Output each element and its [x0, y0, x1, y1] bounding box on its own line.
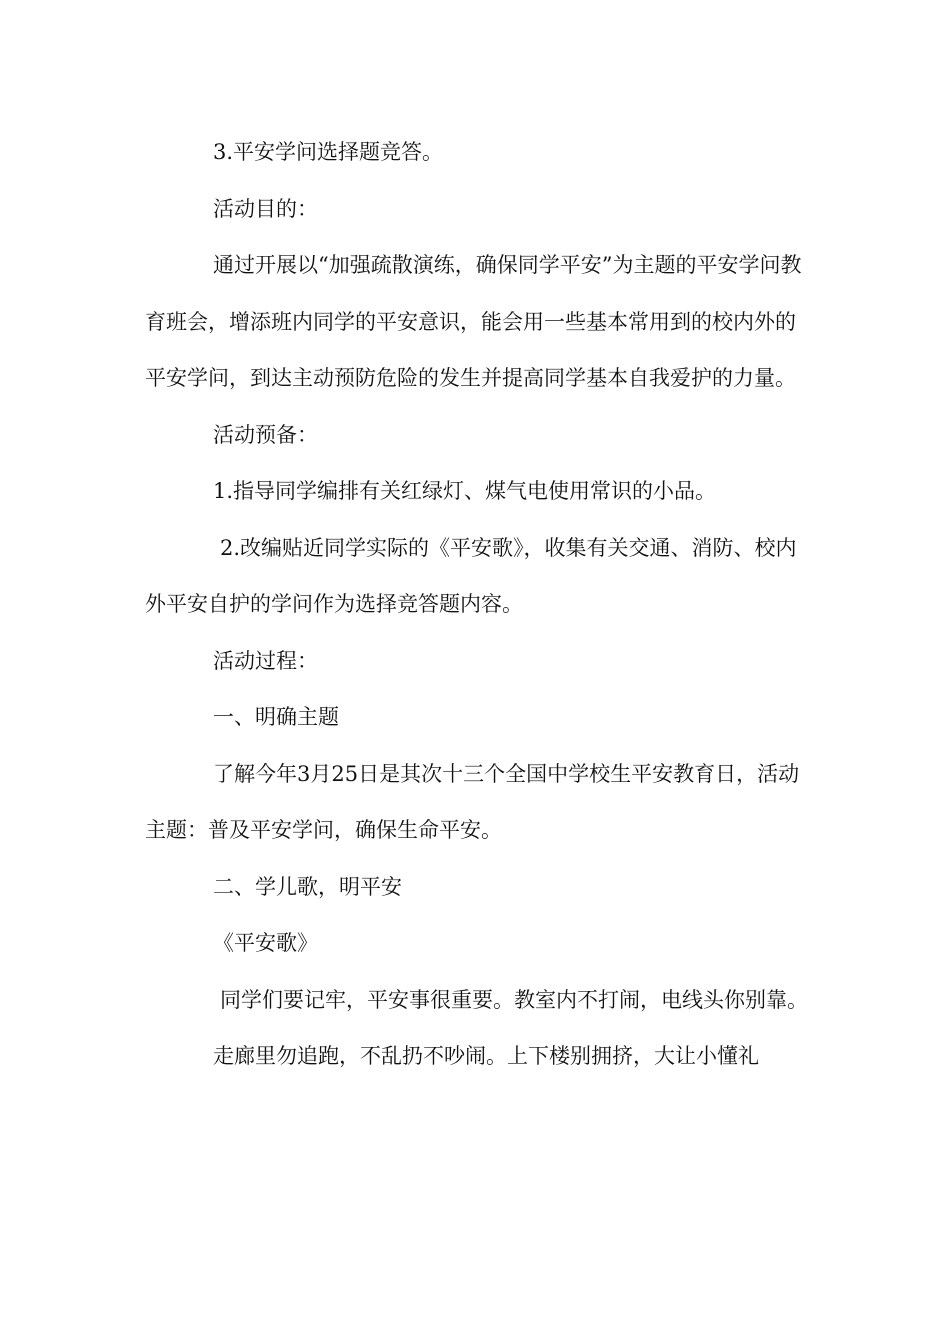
- song-title: 《平安歌》: [213, 931, 318, 955]
- paragraph-theme: 了解今年3月25日是其次十三个全国中学校生平安教育日，活动主题：普及平安学问，确保生命平安。: [145, 761, 800, 842]
- document-body: [145, 124, 809, 1085]
- song-verse-1: 同学们要记牢，平安事很重要。教室内不打闹，电线头你别靠。: [220, 987, 808, 1012]
- heading-activity-preparation: 活动预备：: [213, 422, 318, 447]
- paragraph-purpose: 通过开展以“加强疏散演练，确保同学平安”为主题的平安学问教育班会，增添班内同学的平安意识，能会用一些基本常用到的校内外的平安学问，到达主动预防危险的发生并提高同学基本自我爱护的力量。: [145, 253, 802, 390]
- song-verse-2: 走廊里勿追跑，不乱扔不吵闹。上下楼别拥挤，大让小懂礼: [213, 1044, 759, 1068]
- paragraph-preparation-2: 2.改编贴近同学实际的《平安歌》，收集有关交通、消防、校内外平安自护的学问作为选择竞答题内容。: [145, 535, 797, 616]
- heading-activity-purpose: 活动目的：: [213, 196, 318, 221]
- heading-section-one: 一、明确主题: [213, 705, 339, 729]
- heading-section-two: 二、学儿歌，明平安: [213, 874, 402, 899]
- heading-activity-process: 活动过程：: [213, 648, 318, 673]
- paragraph-quiz-item: 3.平安学问选择题竞答。: [213, 140, 444, 164]
- paragraph-preparation-1: 1.指导同学编排有关红绿灯、煤气电使用常识的小品。: [213, 479, 717, 503]
